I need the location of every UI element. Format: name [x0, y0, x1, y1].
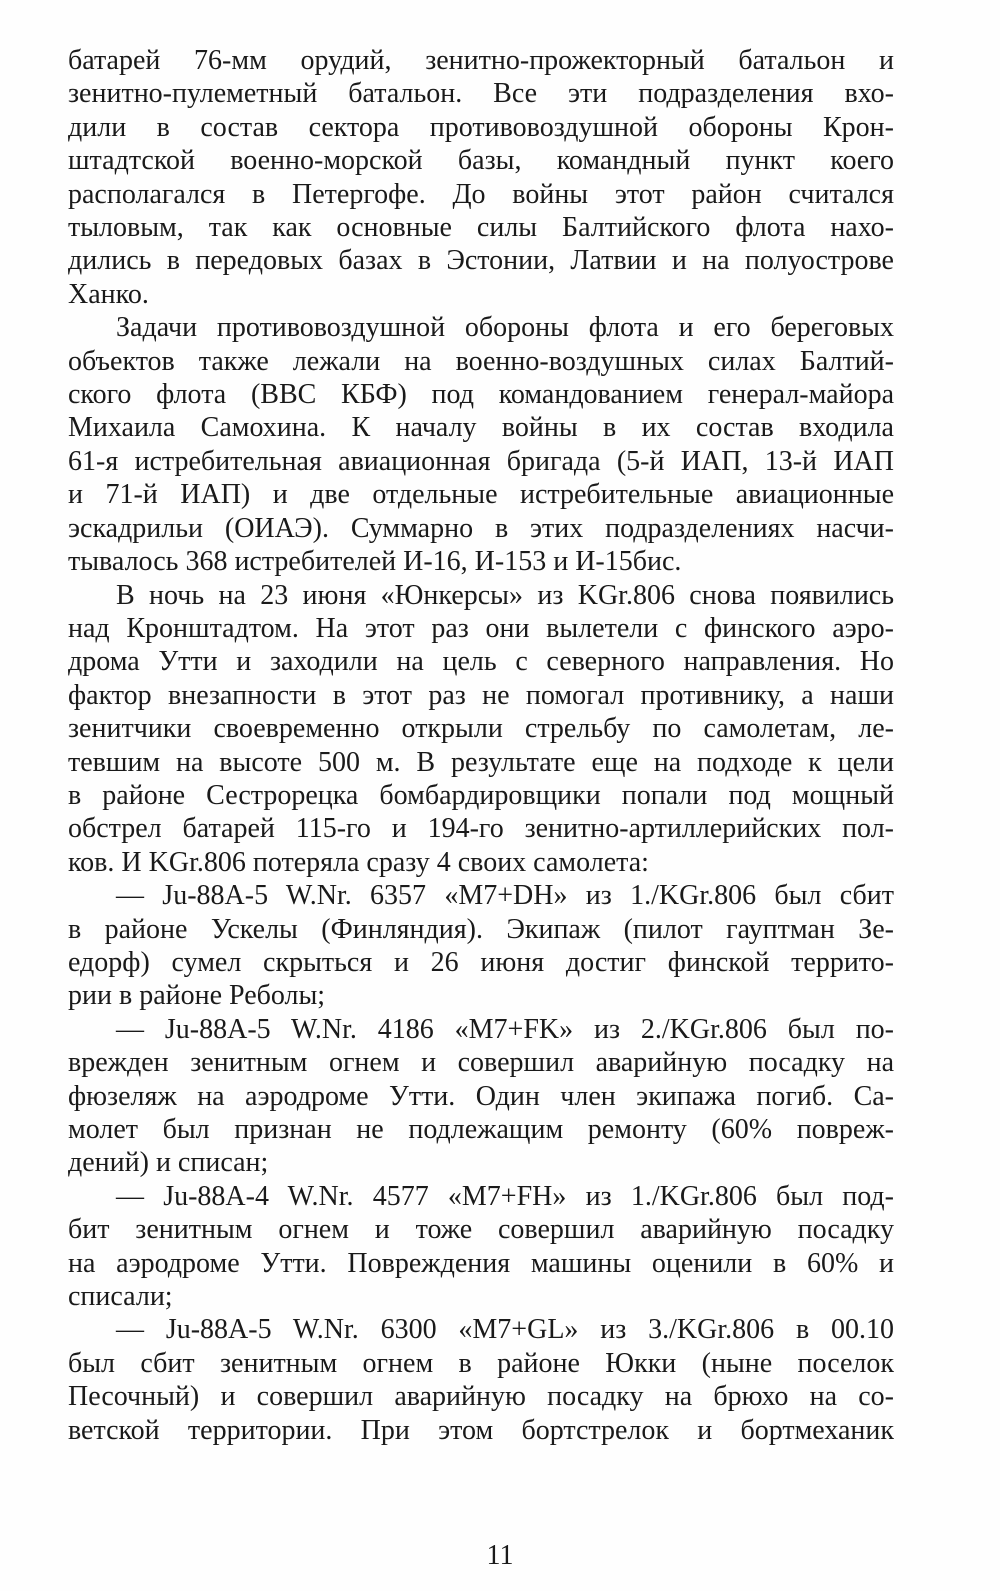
text-line: объектов также лежали на военно-воздушных силах Балтий- [68, 345, 894, 377]
text-line: зенитчики своевременно открыли стрельбу по самолетам, ле- [68, 713, 894, 745]
paragraph [68, 44, 894, 311]
text-line: — Ju-88A-5 W.Nr. 4186 «M7+FK» из 2./KGr.806 был по- [116, 1013, 894, 1045]
text-line: Песочный) и совершил аварийную посадку на брюхо на со- [68, 1381, 894, 1413]
paragraph [68, 1180, 894, 1314]
text-line: молет был признан не подлежащим ремонту (60% повреж- [68, 1114, 894, 1145]
text-line: эскадрильи (ОИАЭ). Суммарно в этих подразделениях насчи- [68, 512, 894, 544]
text-line: и 71-й ИАП) и две отдельные истребительные авиационные [68, 479, 894, 511]
text-line: Ханко. [68, 278, 149, 310]
text-line: ветской территории. При этом бортстрелок и бортмеханик [68, 1414, 894, 1446]
text-line: В ночь на 23 июня «Юнкерсы» из KGr.806 снова появились [116, 579, 894, 611]
paragraph [68, 879, 894, 1013]
text-line: на аэродроме Утти. Повреждения машины оценили в 60% и [68, 1247, 894, 1279]
text-line: в районе Сестрорецка бомбардировщики попали под мощный [68, 779, 894, 811]
text-line: врежден зенитным огнем и совершил аварийную посадку на [68, 1047, 894, 1079]
text-line: дили в состав сектора противовоздушной обороны Крон- [68, 111, 894, 143]
text-line: был сбит зенитным огнем в районе Юкки (ныне поселок [68, 1347, 894, 1379]
text-line: — Ju-88A-5 W.Nr. 6300 «M7+GL» из 3./KGr.806 в 00.10 [116, 1314, 894, 1346]
text-line: дились в передовых базах в Эстонии, Латвии и на полуострове [68, 245, 894, 277]
text-line: зенитно-пулеметный батальон. Все эти подразделения вхо- [68, 78, 894, 110]
text-line: тевшим на высоте 500 м. В результате еще на подходе к цели [68, 746, 894, 778]
text-line: рии в районе Реболы; [68, 980, 326, 1012]
text-line: ского флота (ВВС КБФ) под командованием генерал-майора [68, 379, 894, 411]
text-line: ков. И KGr.806 потеряла сразу 4 своих самолета: [68, 846, 649, 878]
page-number: 11 [486, 1540, 514, 1571]
text-line: фюзеляж на аэродроме Утти. Один член экипажа погиб. Са- [68, 1080, 894, 1112]
text-line: дений) и списан; [68, 1147, 269, 1179]
paragraph [68, 1313, 894, 1447]
text-line: списали; [68, 1281, 173, 1313]
text-line: бит зенитным огнем и тоже совершил аварийную посадку [68, 1214, 894, 1246]
text-line: 61-я истребительная авиационная бригада (5-й ИАП, 13-й ИАП [68, 445, 894, 477]
paragraph [68, 311, 894, 578]
text-line: тывалось 368 истребителей И-16, И-153 и И-15бис. [68, 546, 682, 578]
text-line: в районе Ускелы (Финляндия). Экипаж (пилот гауптман Зе- [68, 913, 894, 945]
text-line: — Ju-88A-4 W.Nr. 4577 «M7+FH» из 1./KGr.806 был под- [116, 1180, 894, 1212]
text-line: Михаила Самохина. К началу войны в их состав входила [68, 412, 894, 444]
paragraph [68, 579, 894, 880]
paragraph [68, 1013, 894, 1180]
text-line: фактор внезапности в этот раз не помогал противнику, а наши [68, 679, 894, 711]
text-line: штадтской военно-морской базы, командный пункт коего [68, 145, 894, 177]
text-line: едорф) сумел скрыться и 26 июня достиг финской террито- [68, 946, 894, 978]
text-line: батарей 76-мм орудий, зенитно-прожекторный батальон и [68, 45, 894, 76]
text-line: дрома Утти и заходили на цель с северного направления. Но [68, 646, 894, 678]
text-line: — Ju-88A-5 W.Nr. 6357 «M7+DH» из 1./KGr.806 был сбит [116, 880, 894, 912]
text-line: располагался в Петергофе. До войны этот район считался [68, 178, 894, 210]
text-line: над Кронштадтом. На этот раз они вылетели с финского аэро- [68, 612, 894, 644]
text-line: Задачи противовоздушной обороны флота и его береговых [116, 312, 894, 344]
text-line: обстрел батарей 115-го и 194-го зенитно-артиллерийских пол- [68, 813, 894, 845]
text-line: тыловым, так как основные силы Балтийского флота нахо- [68, 212, 894, 244]
body-text [68, 44, 894, 1447]
